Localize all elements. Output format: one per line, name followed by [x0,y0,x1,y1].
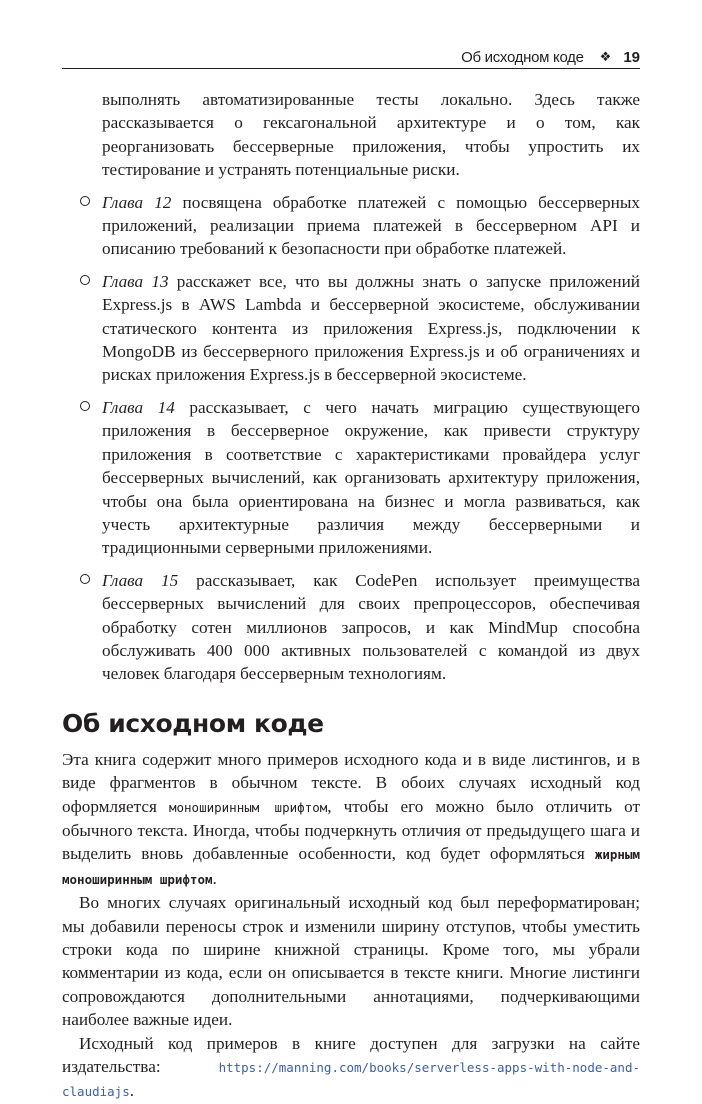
intro-continuation: выполнять автоматизированные тесты локально. Здесь также рассказывается о гексагональной архитектуре и о том, как реорганизовать бессерверные приложения, чтобы упростить их тестирование и устранять потенциальные риски. [102,90,640,180]
bold-monospace-sample: жирным моноширинным шрифтом [62,847,640,887]
chapter-description: расскажет все, что вы должны знать о запуске приложений Express.js в AWS Lambda и бессерверной экосистеме, обслуживании статического контента из приложения Express.js, подключении к MongoDB из бессерверного приложения Express.js и об ограничениях и рисках приложения Express.js в бессерверной экосистеме. [102,271,640,385]
paragraph-reformatting: Во многих случаях оригинальный исходный код был переформатирован; мы добавили переносы строк и изменили ширину отступов, чтобы уместить строки кода по ширине книжной страницы. Кроме того, мы убрали комментарии из кода, если он описывается в тексте книги. Многие листинги сопровождаются дополнительными аннотациями, подчеркивающими наиболее важные идеи. [62,893,640,1030]
ornament-icon: ❖ [599,49,612,64]
chapter-description: посвящена обработке платежей с помощью бессерверных приложений, реализации приема платежей в бессерверном API и описанию требований к безопасности при обработке платежей. [102,192,640,259]
page-number: 19 [623,48,640,66]
running-header [62,46,640,69]
chapter-name: Глава 13 [102,271,169,291]
chapter-name: Глава 14 [102,397,175,417]
chapter-list [62,191,640,686]
list-item [62,191,640,261]
chapter-name: Глава 15 [102,570,179,590]
list-item [62,569,640,686]
bullet-circle-icon [80,275,90,285]
running-header-section-title: Об исходном коде [461,48,584,66]
monospace-sample: моноширинным шрифтом [168,799,328,815]
bullet-circle-icon [80,401,90,411]
download-link[interactable]: https://manning.com/books/serverless-apps-with-node-and-claudiajs [62,1060,640,1100]
chapter-description: рассказывает, с чего начать миграцию существующего приложения в бессерверное окружение, как привести структуру приложения в соответствие с характеристиками провайдера услуг бессерверных вычислений, как организовать архитектуру приложения, чтобы она была ориентирована на бизнес и могла развиваться, как учесть архитектурные различия между бессерверными и традиционными серверными приложениями. [102,397,640,558]
bullet-circle-icon [80,196,90,206]
paragraph-download [62,1032,640,1104]
chapter-name: Глава 12 [102,192,172,212]
chapter-description: рассказывает, как CodePen использует преимущества бессерверных вычислений для своих препроцессоров, обеспечивая обработку сотен миллионов запросов, и как MindMup способна обслуживать 400 000 активных пользователей с командой из двух человек благодаря бессерверным технологиям. [102,570,640,684]
paragraph-code-formatting [62,748,640,891]
bullet-circle-icon [80,574,90,584]
text-run: . [129,1081,135,1101]
text-run: , чтобы его можно было отличить от обычного текста. Иногда, чтобы подчеркнуть отличия от предыдущего шага и выделить вновь добавленные особенности, код будет оформляться [62,796,641,864]
section-heading: Об исходном коде [62,708,324,738]
text-run: Эта книга содержит много примеров исходного кода и в виде листингов, и в виде фрагментов в обычном тексте. В обоих случаях исходный код оформляется [62,749,640,816]
text-run: . [212,868,217,888]
page-body [62,88,640,1104]
list-item [62,396,640,560]
text-run: Исходный код примеров в книге доступен для загрузки на сайте издательства: [62,1033,640,1077]
list-item [62,270,640,387]
